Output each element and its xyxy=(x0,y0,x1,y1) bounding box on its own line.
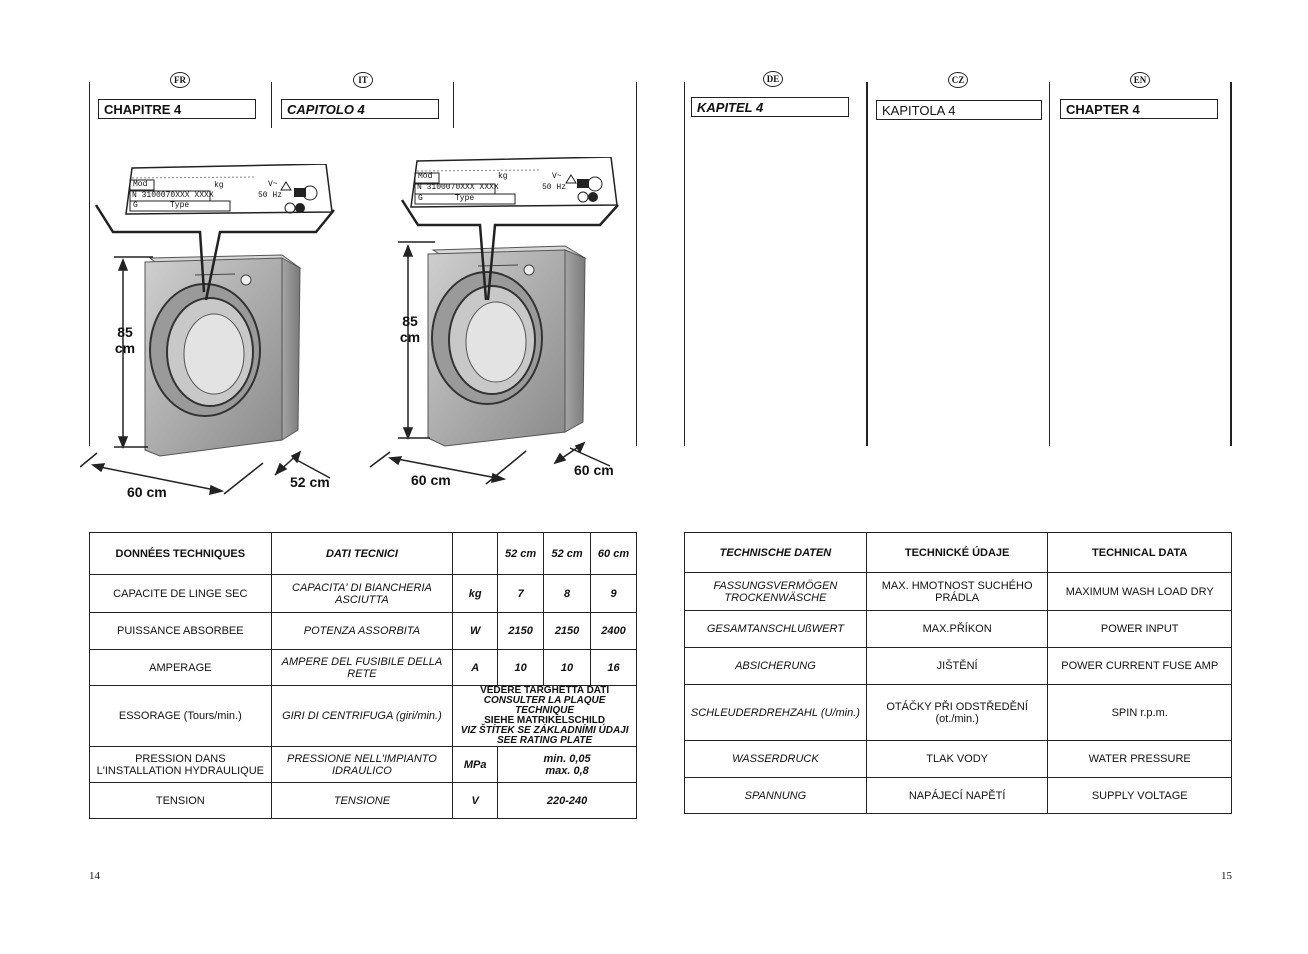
machine-1 xyxy=(145,255,300,456)
note-line: CONSULTER LA PLAQUE TECHNIQUE xyxy=(483,695,606,716)
plate2-type: Type xyxy=(455,194,475,203)
chapter-fr: CHAPITRE 4 xyxy=(98,99,256,119)
voltage-value: 220-240 xyxy=(498,783,637,819)
flag-it: IT xyxy=(353,72,373,88)
cell-de: SPANNUNG xyxy=(685,778,867,814)
cell-unit: A xyxy=(453,650,498,686)
cell-en: MAXIMUM WASH LOAD DRY xyxy=(1048,573,1232,611)
note-line: VEDERE TARGHETTA DATI xyxy=(480,685,610,696)
width-label-2: 60 cm xyxy=(411,472,451,488)
plate-v: V~ xyxy=(268,180,278,189)
header-it: DATI TECNICI xyxy=(271,533,453,575)
height-unit: cm xyxy=(114,340,136,356)
cell-it: AMPERE DEL FUSIBILE DELLA RETE xyxy=(271,650,453,686)
cell-fr: AMPERAGE xyxy=(90,650,272,686)
height-label-2 xyxy=(393,313,427,345)
cell-value: 10 xyxy=(498,650,544,686)
height-label-1 xyxy=(108,324,142,356)
cell-unit: W xyxy=(453,613,498,650)
width-label-1: 60 cm xyxy=(127,484,167,500)
cell-de: FASSUNGSVERMÖGEN TROCKENWÄSCHE xyxy=(685,573,867,611)
cell-en: WATER PRESSURE xyxy=(1048,741,1232,778)
tech-data-table-right xyxy=(684,532,1232,814)
cell-unit: kg xyxy=(453,575,498,613)
plate2-number: N 3100070XXX XXXX xyxy=(417,183,499,192)
cell-value: 7 xyxy=(498,575,544,613)
cell-en: SUPPLY VOLTAGE xyxy=(1048,778,1232,814)
cell-value: 2400 xyxy=(591,613,637,650)
cell-value: 9 xyxy=(591,575,637,613)
plate2-g: G xyxy=(418,194,423,203)
cell-de: ABSICHERUNG xyxy=(685,648,867,685)
plate2-mod: Mod xyxy=(418,172,433,181)
cell-cz: NAPÁJECÍ NAPĚTÍ xyxy=(866,778,1048,814)
cell-cz: OTÁČKY PŘI ODSTŘEDĚNÍ (ot./min.) xyxy=(866,685,1048,741)
page-number-left: 14 xyxy=(89,870,100,882)
height-unit-2: cm xyxy=(399,329,421,345)
height-value: 85 xyxy=(117,324,133,340)
cell-en: POWER INPUT xyxy=(1048,611,1232,648)
machine-2 xyxy=(428,246,585,446)
plate-type: Type xyxy=(170,201,190,210)
cell-cz: MAX.PŘÍKON xyxy=(866,611,1048,648)
cell-it: TENSIONE xyxy=(271,783,453,819)
header-de: TECHNISCHE DATEN xyxy=(685,533,867,573)
note-line: SIEHE MATRIKELSCHILD xyxy=(484,715,606,726)
depth-label-1: 52 cm xyxy=(290,474,330,490)
cell-fr: PRESSION DANS L'INSTALLATION HYDRAULIQUE xyxy=(90,747,272,783)
cell-fr: CAPACITE DE LINGE SEC xyxy=(90,575,272,613)
page-number-right: 15 xyxy=(1221,870,1232,882)
header-fr: DONNÉES TECHNIQUES xyxy=(90,533,272,575)
cell-value: 8 xyxy=(544,575,591,613)
plate2-v: V~ xyxy=(552,172,562,181)
note-line: VIZ ŠTÍTEK SE ZÁKLADNÍMI ÚDAJI xyxy=(460,725,629,736)
flag-de: DE xyxy=(763,71,783,87)
header-cz: TECHNICKÉ ÚDAJE xyxy=(866,533,1048,573)
chapter-de: KAPITEL 4 xyxy=(691,97,849,117)
cell-value: 16 xyxy=(591,650,637,686)
depth-label-2: 60 cm xyxy=(574,462,614,478)
plate-kg: kg xyxy=(214,181,224,190)
chapter-cz: KAPITOLA 4 xyxy=(876,100,1042,120)
cell-value: 10 xyxy=(544,650,591,686)
plate-hz: 50 Hz xyxy=(258,191,283,200)
cell-fr: ESSORAGE (Tours/min.) xyxy=(90,686,272,747)
cell-de: WASSERDRUCK xyxy=(685,741,867,778)
plate-g: G xyxy=(133,201,138,210)
cell-it: POTENZA ASSORBITA xyxy=(271,613,453,650)
cell-it: CAPACITA' DI BIANCHERIA ASCIUTTA xyxy=(271,575,453,613)
pressure-min: min. 0,05 xyxy=(543,752,591,765)
cell-cz: TLAK VODY xyxy=(866,741,1048,778)
cell-de: GESAMTANSCHLUßWERT xyxy=(685,611,867,648)
cell-unit: MPa xyxy=(453,747,498,783)
chapter-it: CAPITOLO 4 xyxy=(281,99,439,119)
cell-en: SPIN r.p.m. xyxy=(1048,685,1232,741)
header-unit xyxy=(453,533,498,575)
cell-cz: MAX. HMOTNOST SUCHÉHO PRÁDLA xyxy=(866,573,1048,611)
plate-mod: Mod xyxy=(133,180,148,189)
tech-data-table-left xyxy=(89,532,637,819)
cell-it: PRESSIONE NELL'IMPIANTO IDRAULICO xyxy=(271,747,453,783)
note-line: SEE RATING PLATE xyxy=(497,735,593,746)
cell-value: 2150 xyxy=(498,613,544,650)
header-en: TECHNICAL DATA xyxy=(1048,533,1232,573)
see-rating-plate-note xyxy=(453,686,637,747)
cell-fr: PUISSANCE ABSORBEE xyxy=(90,613,272,650)
rating-plate-1 xyxy=(124,164,334,216)
plate2-kg: kg xyxy=(498,172,508,181)
cell-en: POWER CURRENT FUSE AMP xyxy=(1048,648,1232,685)
header-60cm: 60 cm xyxy=(591,533,637,575)
header-52cm-a: 52 cm xyxy=(498,533,544,575)
cell-value: 2150 xyxy=(544,613,591,650)
pressure-max: max. 0,8 xyxy=(545,764,589,777)
plate2-hz: 50 Hz xyxy=(542,183,567,192)
plate-number: N 3100070XXX XXXX xyxy=(132,191,214,200)
cell-de: SCHLEUDERDREHZAHL (U/min.) xyxy=(685,685,867,741)
cell-unit: V xyxy=(453,783,498,819)
pressure-value xyxy=(498,747,637,783)
cell-fr: TENSION xyxy=(90,783,272,819)
height-value-2: 85 xyxy=(402,313,418,329)
header-52cm-b: 52 cm xyxy=(544,533,591,575)
flag-fr: FR xyxy=(170,72,190,88)
cell-cz: JIŠTĚNÍ xyxy=(866,648,1048,685)
cell-it: GIRI DI CENTRIFUGA (giri/min.) xyxy=(271,686,453,747)
flag-cz: CZ xyxy=(948,72,968,88)
flag-en: EN xyxy=(1130,72,1150,88)
chapter-en: CHAPTER 4 xyxy=(1060,99,1218,119)
